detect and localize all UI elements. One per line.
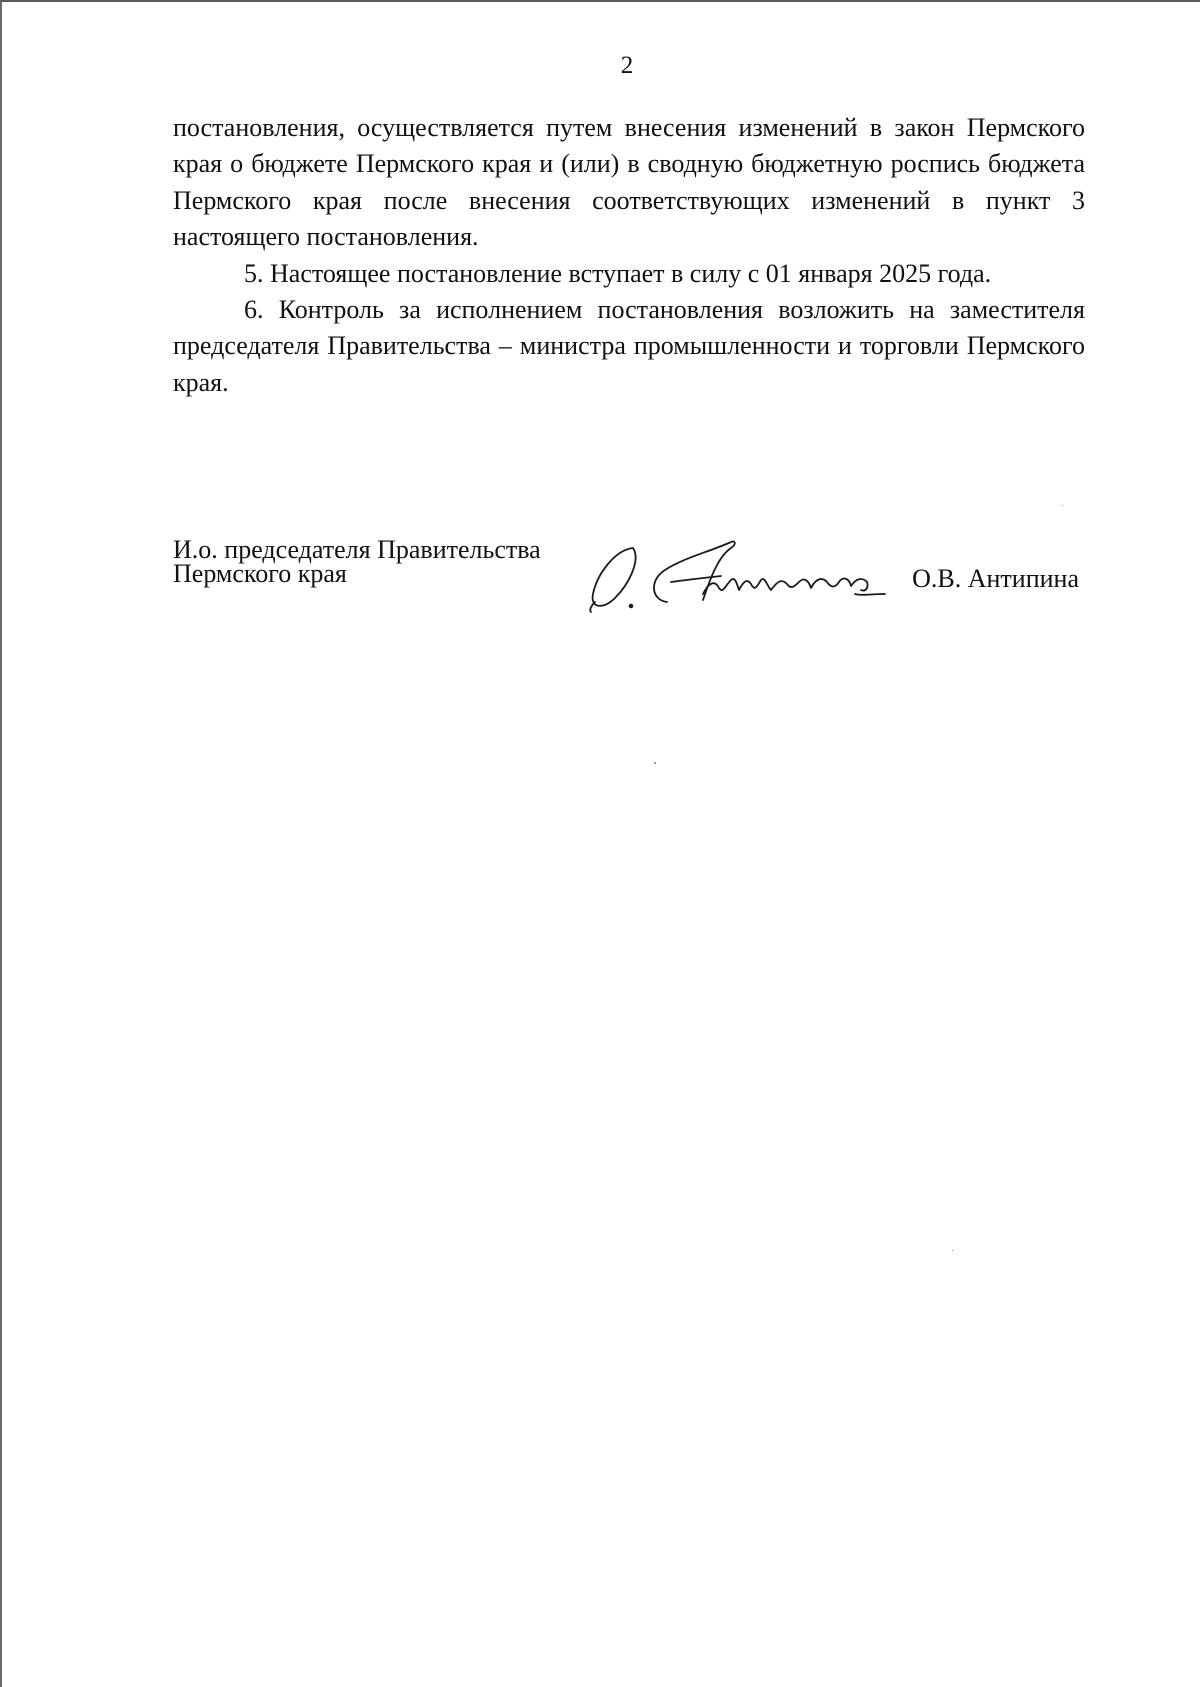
paragraph-continuation: постановления, осуществляется путем внесения изменений в закон Пермского края о бюджете Пермского края и (или) в сводную бюджетную роспись бюджета Пермского края после внесения соответствующих изменений в пункт 3 настоящего постановления. <box>173 113 1085 252</box>
signature-block <box>173 535 1085 618</box>
document-body <box>173 110 1085 401</box>
scan-speck <box>952 1250 953 1251</box>
signatory-name: О.В. Антипина <box>912 564 1079 593</box>
paragraph-item-5: 5. Настоящее постановление вступает в силу с 01 января 2025 года. <box>244 258 992 288</box>
paragraph-item-6: 6. Контроль за исполнением постановления возложить на заместителя председателя Правительства – министра промышленности и торговли Пермского края. <box>173 295 1085 397</box>
signatory-position-line-1: И.о. председателя Правительства <box>173 535 541 564</box>
page-number: 2 <box>620 52 634 79</box>
signatory-position <box>173 535 541 588</box>
signatory-position-line-2: Пермского края <box>173 559 347 588</box>
scan-speck <box>1062 505 1063 506</box>
scan-speck <box>654 762 656 764</box>
